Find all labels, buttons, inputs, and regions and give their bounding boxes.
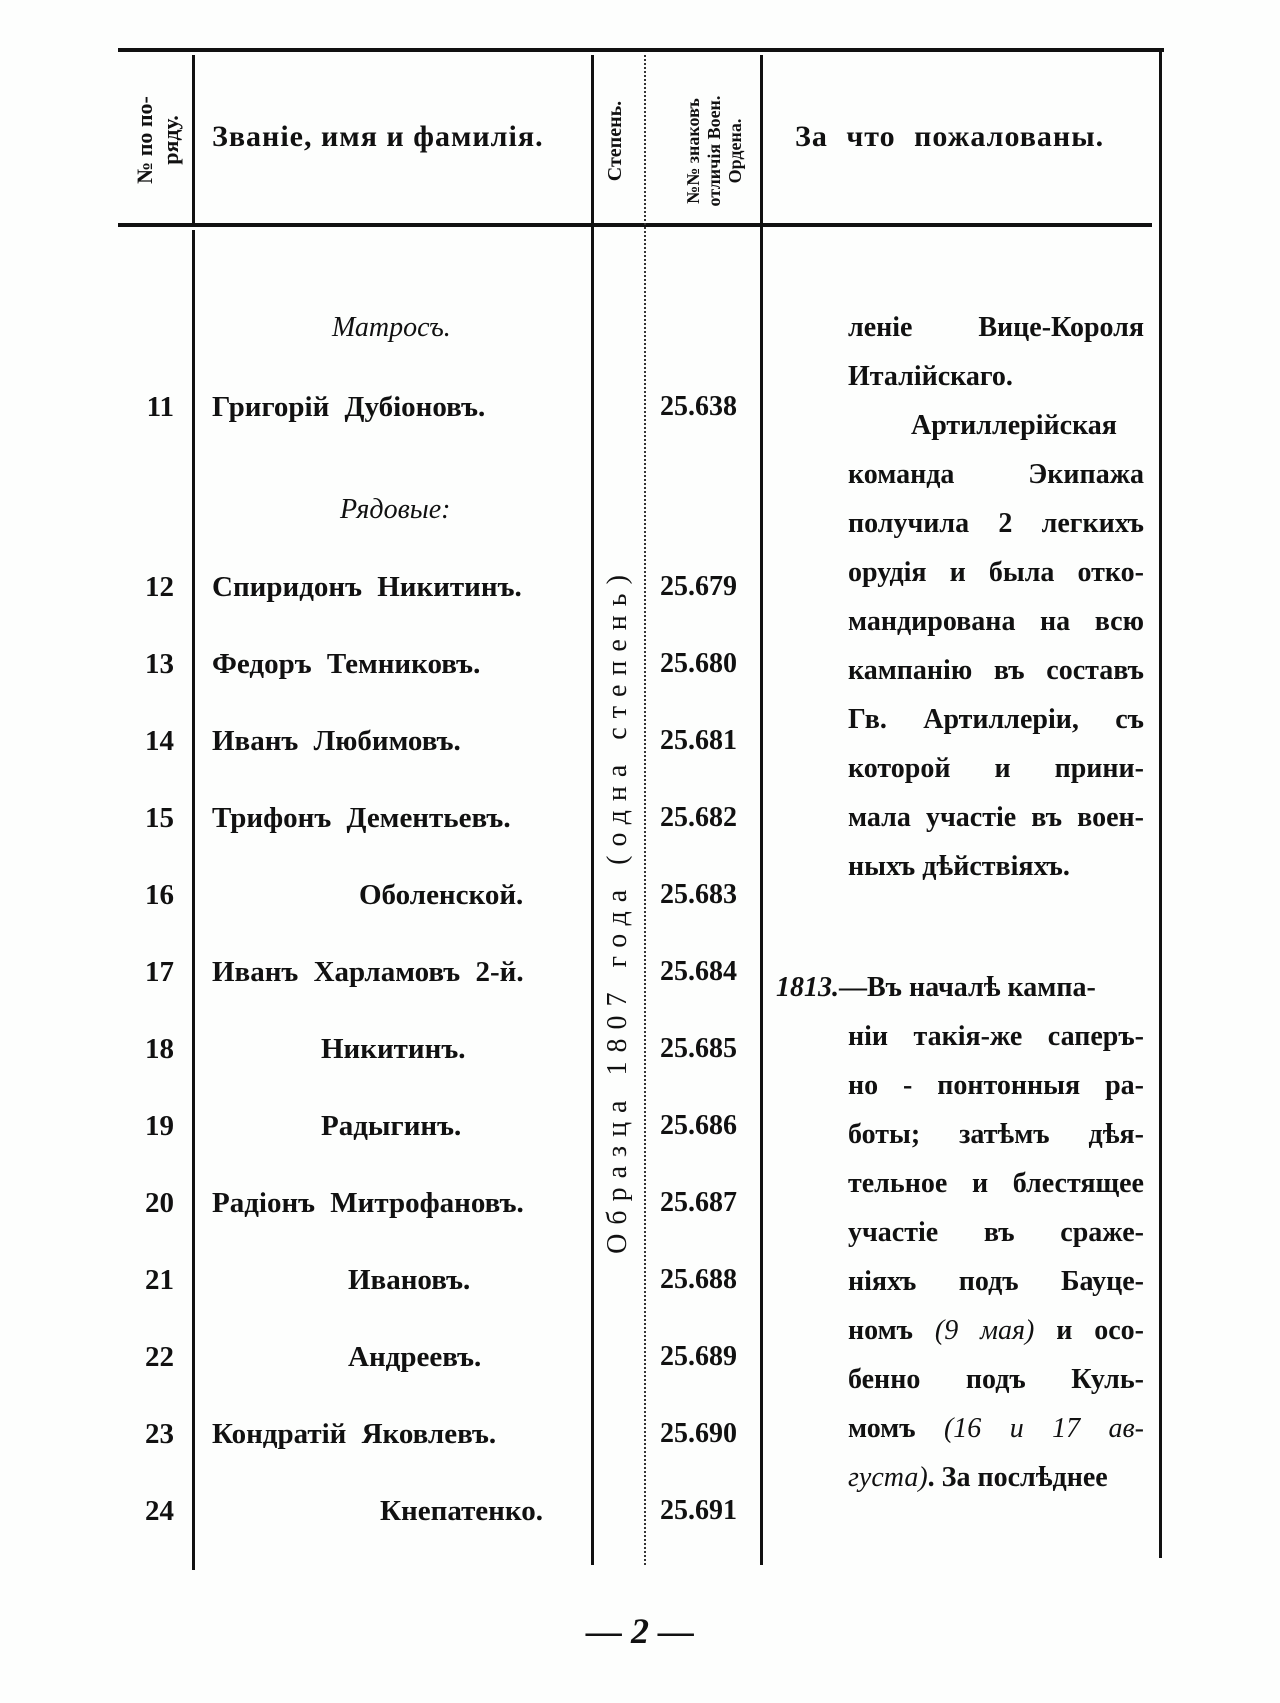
reason-line: мала участіе въ воен- (848, 802, 1144, 833)
row-name: Ивановъ. (348, 1264, 471, 1296)
reason-line: Гв. Артиллеріи, съ (848, 704, 1144, 735)
row-order: 25.679 (660, 571, 737, 602)
row-name: Трифонъ Дементьевъ. (212, 802, 511, 834)
row-order: 25.686 (660, 1110, 737, 1141)
degree-note: Образца 1807 года (одна степень) (602, 566, 633, 1254)
row-number: 11 (146, 391, 174, 423)
row-order: 25.690 (660, 1418, 737, 1449)
reason-line: мандирована на всю (848, 606, 1144, 637)
reason-line: ніяхъ подъ Бауце- (848, 1266, 1144, 1297)
row-order: 25.680 (660, 648, 737, 679)
reason-line: леніе Вице-Короля (848, 312, 1144, 343)
row-number: 17 (145, 956, 174, 988)
row-name: Кнепатенко. (380, 1495, 543, 1527)
row-order: 25.691 (660, 1495, 737, 1526)
row-number: 20 (145, 1187, 174, 1219)
row-order: 25.687 (660, 1187, 737, 1218)
row-number: 15 (145, 802, 174, 834)
row-order: 25.682 (660, 802, 737, 833)
reason-line: получила 2 легкихъ (848, 508, 1144, 539)
row-name: Иванъ Любимовъ. (212, 725, 461, 757)
reason-line (848, 1311, 1144, 1351)
row-number: 23 (145, 1418, 174, 1450)
header-reason-col: За что пожалованы. (795, 120, 1105, 153)
row-order: 25.689 (660, 1341, 737, 1372)
reason-text: момъ (848, 1413, 916, 1444)
reason-text: и осо- (1056, 1315, 1144, 1346)
row-name: Оболенской. (359, 879, 524, 911)
row-name: Кондратій Яковлевъ. (212, 1418, 497, 1450)
row-order: 25.685 (660, 1033, 737, 1064)
reason-line: кампанію въ составъ (848, 655, 1144, 686)
row-name: Андреевъ. (348, 1341, 482, 1373)
rank-privates: Рядовые: (340, 494, 451, 525)
reason-italic: (9 мая) (934, 1315, 1035, 1346)
header-number-line2: ряду. (158, 115, 183, 165)
page-number: — 2 — (586, 1611, 694, 1651)
reason-line: ныхъ дѣйствіяхъ. (848, 851, 1070, 882)
top-rule (118, 48, 1164, 52)
rank-sailor: Матросъ. (332, 312, 451, 343)
reason-line: команда Экипажа (848, 459, 1144, 490)
reason-line: орудія и была отко- (848, 557, 1144, 588)
reason-line: которой и прини- (848, 753, 1144, 784)
header-number-col (132, 60, 188, 220)
row-number: 21 (145, 1264, 174, 1296)
row-order: 25.688 (660, 1264, 737, 1295)
row-number: 14 (145, 725, 174, 757)
reason-line: тельное и блестящее (848, 1168, 1144, 1199)
reason-text: номъ (848, 1315, 913, 1346)
reason-line: боты; затѣмъ дѣя- (848, 1119, 1144, 1150)
row-order: 25.684 (660, 956, 737, 987)
row-name: Радіонъ Митрофановъ. (212, 1187, 524, 1219)
reason-line (848, 1409, 1144, 1449)
row-name: Радыгинъ. (321, 1110, 462, 1142)
row-order: 25.638 (660, 391, 737, 422)
header-order-line1: №№ знаковъ (683, 98, 703, 204)
row-name: Федоръ Темниковъ. (212, 648, 481, 680)
row-number: 19 (145, 1110, 174, 1142)
header-name-col: Званіе, имя и фамилія. (212, 120, 544, 153)
row-number: 12 (145, 571, 174, 603)
row-name: Иванъ Харламовъ 2-й. (212, 956, 524, 988)
reason-line (848, 1458, 1144, 1498)
col-divider-3 (644, 55, 646, 1565)
col-divider-1 (192, 55, 195, 223)
row-number: 16 (145, 879, 174, 911)
year-label: 1813. (776, 972, 839, 1003)
right-border (1159, 48, 1162, 1558)
col-divider-2 (591, 55, 594, 1565)
col-divider-1-body (192, 230, 195, 1570)
reason-line: но - понтонныя ра- (848, 1070, 1144, 1101)
row-number: 18 (145, 1033, 174, 1065)
header-order-col (683, 67, 749, 235)
row-order: 25.681 (660, 725, 737, 756)
row-order: 25.683 (660, 879, 737, 910)
row-name: Спиридонъ Никитинъ. (212, 571, 522, 603)
row-number: 22 (145, 1341, 174, 1373)
reason-italic: (16 и 17 ав- (943, 1413, 1144, 1444)
row-number: 24 (145, 1495, 174, 1527)
reason-text: —Въ началѣ кампа- (839, 972, 1096, 1003)
reason-line: участіе въ сраже- (848, 1217, 1144, 1248)
reason-italic: густа) (848, 1462, 928, 1493)
row-name: Никитинъ. (321, 1033, 466, 1065)
reason-line: Артиллерійская (911, 410, 1117, 441)
header-number-line1: № по по- (132, 96, 157, 184)
header-degree-col: Степень. (604, 100, 626, 182)
reason-line: Италійскаго. (848, 361, 1013, 392)
col-divider-4 (760, 55, 763, 1565)
reason-text: . За послѣднее (927, 1462, 1108, 1493)
reason-line: ніи такія-же саперъ- (848, 1021, 1144, 1052)
reason-line: бенно подъ Куль- (848, 1364, 1144, 1395)
header-bottom-rule (118, 223, 1152, 227)
row-name: Григорій Дубіоновъ. (212, 391, 486, 423)
row-number: 13 (145, 648, 174, 680)
reason-line (776, 968, 1144, 1008)
header-order-line3: Ордена. (725, 118, 745, 184)
header-order-line2: отличія Воен. (704, 95, 724, 207)
